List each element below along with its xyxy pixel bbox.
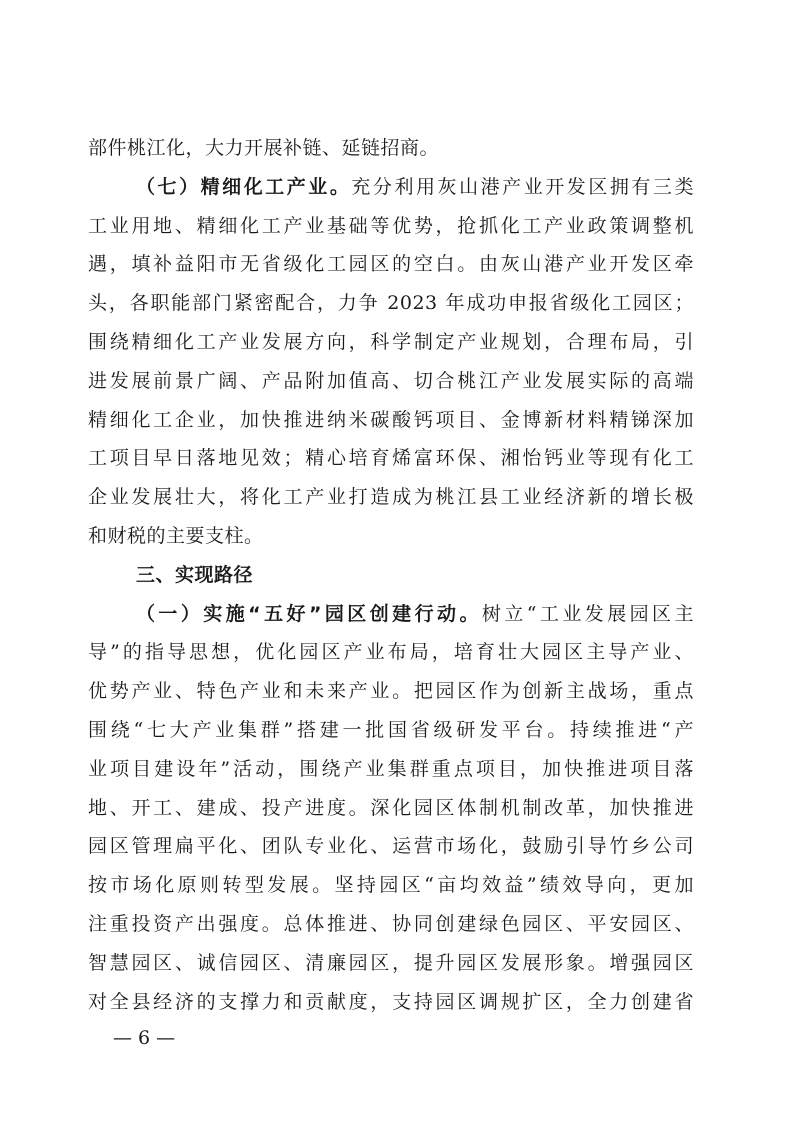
- section-heading: 三、实现路径: [136, 563, 254, 586]
- paragraph-line: 部件桃江化，大力开展补链、延链招商。: [88, 137, 440, 159]
- paragraph-line: 业项目建设年”活动，围绕产业集群重点项目，加快推进项目落: [88, 757, 694, 780]
- paragraph-line: 园区管理扁平化、团队专业化、运营市场化，鼓励引导竹乡公司: [88, 835, 694, 858]
- paragraph-line: 精细化工企业，加快推进纳米碳酸钙项目、金博新材料精锑深加: [88, 408, 694, 431]
- paragraph-line: 注重投资产出强度。总体推进、协同创建绿色园区、平安园区、: [88, 912, 694, 935]
- paragraph-line: 围绕“七大产业集群”搭建一批国省级研发平台。持续推进“产: [88, 718, 694, 741]
- paragraph-line: 对全县经济的支撑力和贡献度，支持园区调规扩区，全力创建省: [88, 990, 694, 1013]
- paragraph-line: 导”的指导思想，优化园区产业布局，培育壮大园区主导产业、: [88, 641, 694, 664]
- paragraph-line: 智慧园区、诚信园区、清廉园区，提升园区发展形象。增强园区: [88, 951, 694, 974]
- paragraph-line: 优势产业、特色产业和未来产业。把园区作为创新主战场，重点: [88, 680, 694, 703]
- paragraph-line: 进发展前景广阔、产品附加值高、切合桃江产业发展实际的高端: [88, 369, 694, 392]
- paragraph-text: 充分利用灰山港产业开发区拥有三类: [351, 175, 694, 198]
- paragraph-first-line: [88, 168, 694, 207]
- paragraph-line: 按市场化原则转型发展。坚持园区“亩均效益”绩效导向，更加: [88, 874, 694, 897]
- paragraph-line: 和财税的主要支柱。: [88, 524, 264, 547]
- paragraph-line: 工项目早日落地见效；精心培育烯富环保、湘怡钙业等现有化工: [88, 447, 694, 470]
- paragraph-line: 遇，填补益阳市无省级化工园区的空白。由灰山港产业开发区牵: [88, 253, 694, 276]
- paragraph-line: 企业发展壮大，将化工产业打造成为桃江县工业经济新的增长极: [88, 486, 694, 509]
- document-body: [88, 129, 694, 1021]
- page-number: — 6 —: [113, 1027, 176, 1049]
- subsection-title: （七）精细化工产业。: [136, 175, 352, 198]
- paragraph-line: 工业用地、精细化工产业基础等优势，抢抓化工产业政策调整机: [88, 214, 694, 237]
- paragraph-text: 树立“工业发展园区主: [481, 602, 694, 625]
- paragraph-first-line: [88, 595, 694, 634]
- paragraph-line: 头，各职能部门紧密配合，力争 2023 年成功申报省级化工园区；: [88, 292, 694, 315]
- paragraph-line: 地、开工、建成、投产进度。深化园区体制机制改革，加快推进: [88, 796, 694, 819]
- paragraph-line: 围绕精细化工产业发展方向，科学制定产业规划，合理布局，引: [88, 330, 694, 353]
- subsection-title: （一）实施“五好”园区创建行动。: [136, 602, 482, 625]
